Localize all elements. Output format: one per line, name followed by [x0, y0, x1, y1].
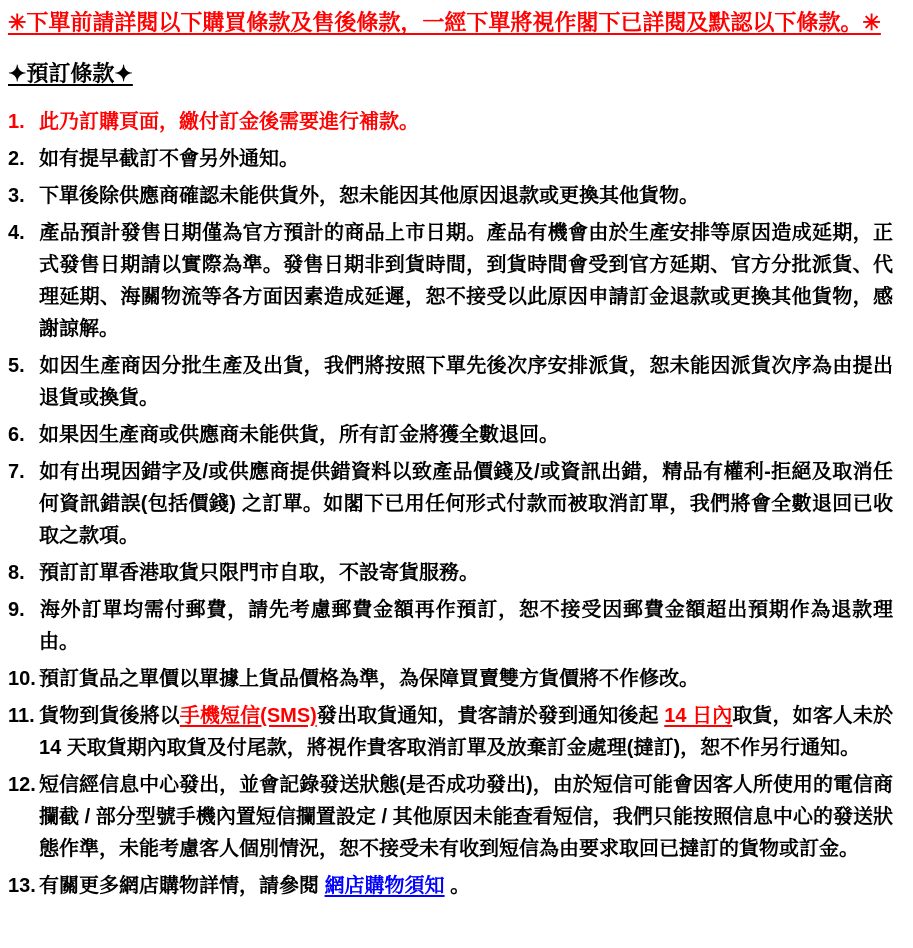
- term-item: [8, 180, 893, 212]
- term-item: [8, 143, 893, 175]
- highlighted-term-text: 手機短信(SMS): [179, 705, 317, 727]
- term-text: 如有提早截訂不會另外通知。: [39, 148, 299, 170]
- term-item: [8, 870, 893, 902]
- term-item: [8, 557, 893, 589]
- section-title-preorder-terms: ✦預訂條款✦: [8, 61, 133, 86]
- term-item-number: 2.: [8, 148, 25, 170]
- term-item: [8, 419, 893, 451]
- term-item-number: 10.: [8, 668, 36, 690]
- term-text: 發出取貨通知，貴客請於發到通知後起: [316, 705, 665, 727]
- highlighted-term-text: 14 日內: [664, 705, 733, 727]
- term-item: [8, 217, 893, 345]
- term-item-number: 11.: [8, 705, 35, 727]
- highlighted-term-text: 此乃訂購頁面，繳付訂金後需要進行補款。: [39, 111, 419, 133]
- terms-notice-header: ✳下單前請詳閱以下購買條款及售後條款，一經下單將視作閣下已詳閱及默認以下條款。✳: [8, 10, 881, 35]
- term-text: 下單後除供應商確認未能供貨外，恕未能因其他原因退款或更換其他貨物。: [39, 185, 699, 207]
- term-item-number: 4.: [8, 222, 25, 244]
- term-item-number: 8.: [8, 562, 25, 584]
- term-item: [8, 106, 893, 138]
- term-text: 短信經信息中心發出，並會記錄發送狀態(是否成功發出)，由於短信可能會因客人所使用的電信商攔截 / 部分型號手機內置短信攔置設定 / 其他原因未能查看短信，我們只能按照信息中心的發送狀態作準，未能考慮客人個別情況，恕不接受未有收到短信為由要求取回已撻訂的貨物或訂金。: [39, 774, 893, 860]
- term-item-number: 3.: [8, 185, 25, 207]
- term-item: [8, 456, 893, 552]
- term-item: [8, 350, 893, 414]
- term-text: 。: [444, 875, 471, 897]
- term-item: [8, 594, 893, 658]
- term-item-number: 5.: [8, 355, 25, 377]
- term-text: 產品預計發售日期僅為官方預計的商品上市日期。產品有機會由於生產安排等原因造成延期，正式發售日期請以實際為準。發售日期非到貨時間，到貨時間會受到官方延期、官方分批派貨、代理延期、海關物流等各方面因素造成延遲，恕不接受以此原因申請訂金退款或更換其他貨物，感謝諒解。: [39, 222, 893, 340]
- term-item-number: 9.: [8, 599, 25, 621]
- term-item-number: 7.: [8, 461, 25, 483]
- terms-list: [8, 106, 893, 902]
- term-item: [8, 769, 893, 865]
- term-item-number: 1.: [8, 111, 25, 133]
- term-text: 預訂貨品之單價以單據上貨品價格為準，為保障買賣雙方貨價將不作修改。: [39, 668, 699, 690]
- term-item: [8, 663, 893, 695]
- term-item-number: 6.: [8, 424, 25, 446]
- term-item-number: 12.: [8, 774, 36, 796]
- term-text: 海外訂單均需付郵費，請先考慮郵費金額再作預訂，恕不接受因郵費金額超出預期作為退款理由。: [39, 599, 893, 653]
- term-text: 有關更多網店購物詳情，請參閱: [39, 875, 325, 897]
- term-text: 如因生產商因分批生產及出貨，我們將按照下單先後次序安排派貨，恕未能因派貨次序為由提出退貨或換貨。: [39, 355, 893, 409]
- term-item: [8, 700, 893, 764]
- term-text: 如有出現因錯字及/或供應商提供錯資料以致產品價錢及/或資訊出錯，精品有權利-拒絕及取消任何資訊錯誤(包括價錢) 之訂單。如閣下已用任何形式付款而被取消訂單，我們將會全數退回已收取之款項。: [39, 461, 893, 547]
- term-item-number: 13.: [8, 875, 36, 897]
- term-text: 預訂訂單香港取貨只限門市自取，不設寄貨服務。: [39, 562, 479, 584]
- term-text: 取貨，如客人未於 14 天取貨期內取貨及付尾款，將視作貴客取消訂單及放棄訂金處理(撻訂)，恕不作另行通知。: [39, 705, 893, 759]
- term-text: 如果因生產商或供應商未能供貨，所有訂金將獲全數退回。: [39, 424, 559, 446]
- shop-guide-link[interactable]: 網店購物須知: [324, 875, 445, 897]
- term-text: 貨物到貨後將以: [39, 705, 180, 727]
